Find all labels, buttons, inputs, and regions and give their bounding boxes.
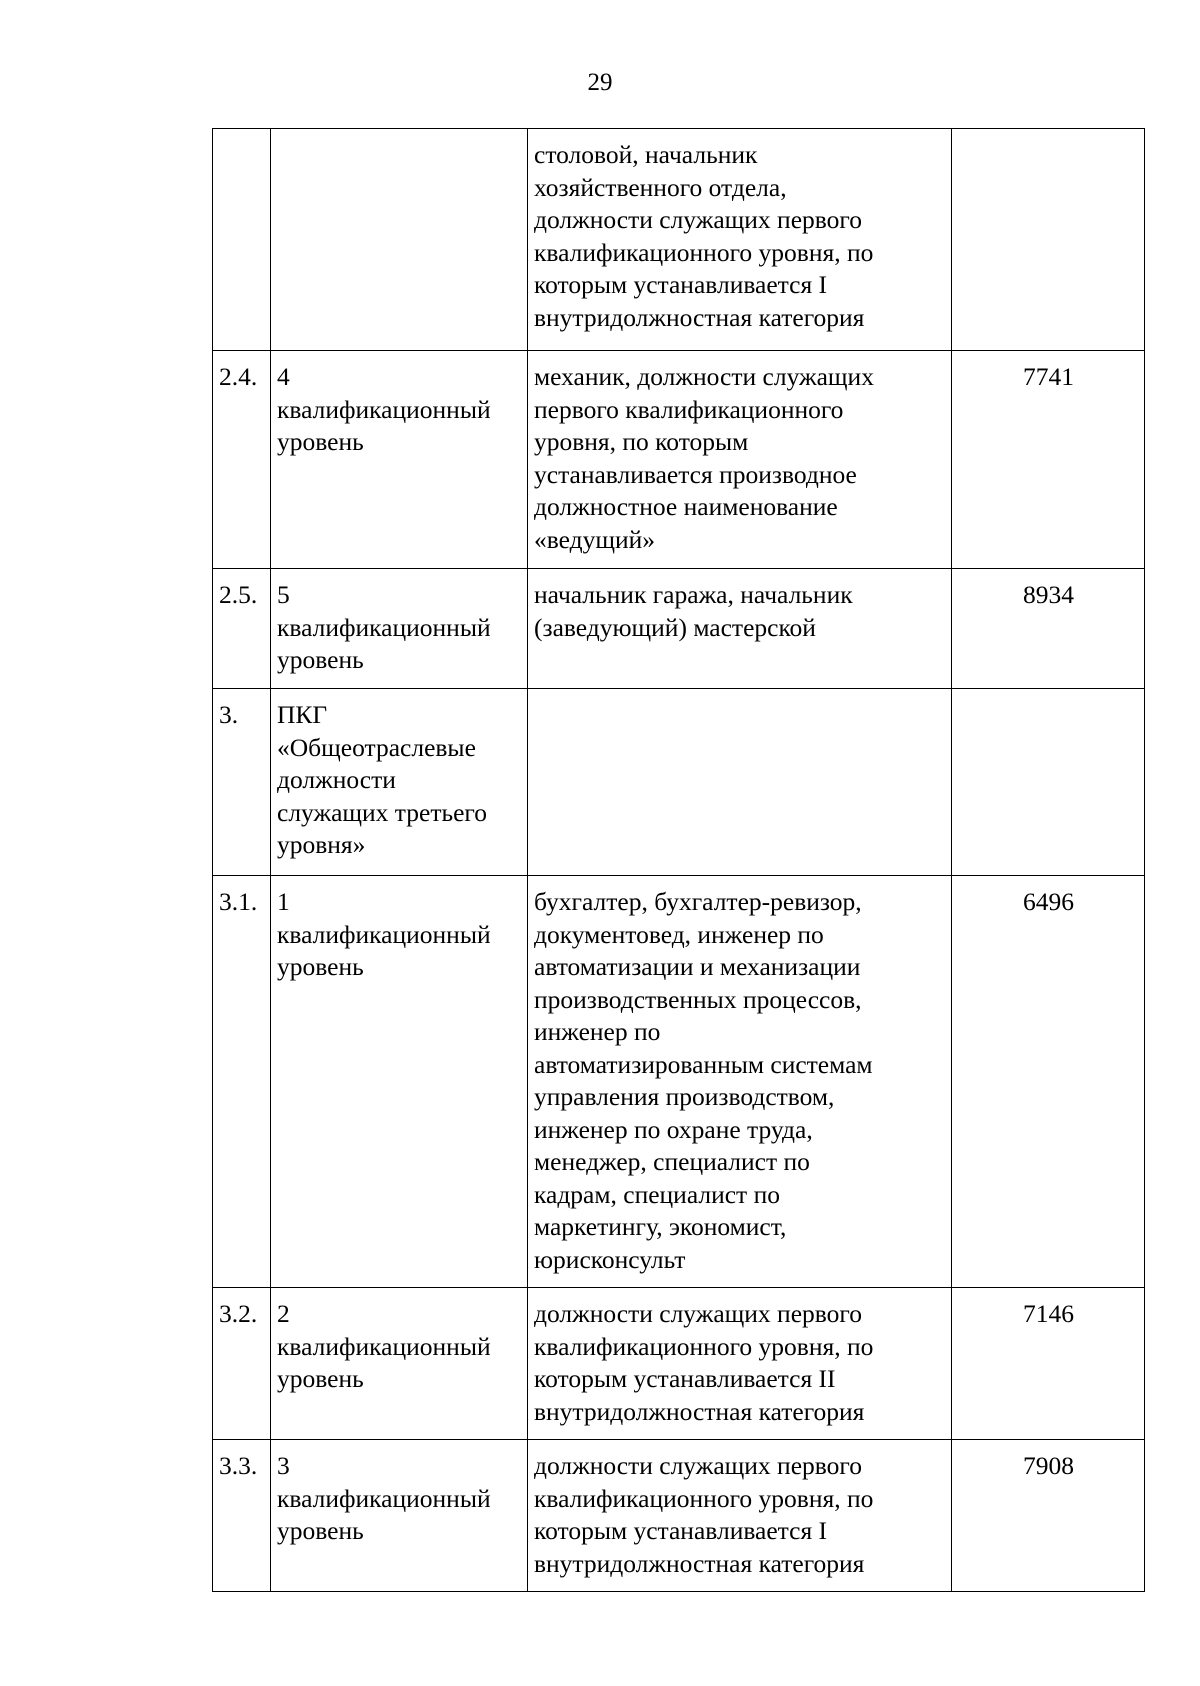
position-line: управления производством, bbox=[534, 1082, 835, 1111]
level-line: квалификационный bbox=[277, 1483, 491, 1513]
salary-cell bbox=[952, 129, 1145, 351]
salary-cell: 6496 bbox=[952, 876, 1145, 1288]
positions-cell bbox=[528, 689, 952, 876]
table-row bbox=[213, 569, 1145, 689]
level-line: 2 bbox=[277, 1299, 290, 1328]
level-line: уровень bbox=[277, 427, 364, 456]
salary-cell: 7146 bbox=[952, 1288, 1145, 1440]
position-line: которым устанавливается II bbox=[534, 1364, 836, 1393]
position-line: квалификационного уровня, по bbox=[534, 237, 874, 267]
positions-cell bbox=[528, 1288, 952, 1440]
table-row bbox=[213, 1440, 1145, 1592]
position-line: «ведущий» bbox=[534, 524, 656, 554]
row-number-cell: 2.5. bbox=[213, 569, 271, 689]
position-line: должностное наименование bbox=[534, 492, 838, 521]
positions-cell bbox=[528, 569, 952, 689]
group-line: «Общеотраслевые bbox=[277, 732, 476, 762]
group-line: уровня» bbox=[277, 830, 366, 859]
position-line: устанавливается производное bbox=[534, 459, 857, 489]
qualification-level-cell bbox=[271, 569, 528, 689]
group-line: служащих третьего bbox=[277, 797, 487, 827]
level-line: уровень bbox=[277, 1516, 364, 1545]
position-line: маркетингу, экономист, bbox=[534, 1212, 787, 1241]
row-number-cell: 2.4. bbox=[213, 351, 271, 569]
row-number-cell: 3.1. bbox=[213, 876, 271, 1288]
position-line: автоматизированным системам bbox=[534, 1049, 873, 1079]
salary-table bbox=[212, 128, 1145, 1592]
position-line: инженер по bbox=[534, 1017, 661, 1046]
qualification-level-cell bbox=[271, 1288, 528, 1440]
level-line: уровень bbox=[277, 1364, 364, 1393]
position-line: столовой, начальник bbox=[534, 140, 758, 169]
page-number: 29 bbox=[587, 69, 613, 96]
position-line: должности служащих первого bbox=[534, 205, 862, 234]
positions-cell bbox=[528, 1440, 952, 1592]
position-line: юрисконсульт bbox=[534, 1244, 686, 1274]
level-line: квалификационный bbox=[277, 1331, 491, 1361]
position-line: квалификационного уровня, по bbox=[534, 1331, 874, 1361]
positions-cell bbox=[528, 351, 952, 569]
position-line: документовед, инженер по bbox=[534, 919, 824, 949]
level-line: 1 bbox=[277, 887, 290, 916]
level-line: 3 bbox=[277, 1451, 290, 1480]
group-line: должности bbox=[277, 765, 396, 794]
position-line: которым устанавливается I bbox=[534, 1516, 828, 1545]
salary-cell: 7741 bbox=[952, 351, 1145, 569]
row-number-cell: 3. bbox=[213, 689, 271, 876]
position-line: хозяйственного отдела, bbox=[534, 172, 787, 202]
level-line: уровень bbox=[277, 645, 364, 674]
position-line: механик, должности служащих bbox=[534, 362, 874, 391]
group-line: ПКГ bbox=[277, 700, 328, 729]
salary-cell: 7908 bbox=[952, 1440, 1145, 1592]
position-line: (заведующий) мастерской bbox=[534, 612, 816, 642]
position-line: начальник гаража, начальник bbox=[534, 580, 853, 609]
level-line: квалификационный bbox=[277, 919, 491, 949]
position-line: бухгалтер, бухгалтер-ревизор, bbox=[534, 887, 862, 916]
row-number-cell: 3.3. bbox=[213, 1440, 271, 1592]
positions-cell bbox=[528, 876, 952, 1288]
qualification-group-cell bbox=[271, 689, 528, 876]
position-line: автоматизации и механизации bbox=[534, 952, 861, 981]
position-line: должности служащих первого bbox=[534, 1451, 862, 1480]
level-line: уровень bbox=[277, 952, 364, 981]
positions-cell bbox=[528, 129, 952, 351]
position-line: внутридолжностная категория bbox=[534, 1548, 865, 1578]
table-row bbox=[213, 351, 1145, 569]
table-row bbox=[213, 876, 1145, 1288]
salary-cell: 8934 bbox=[952, 569, 1145, 689]
row-number-cell: 3.2. bbox=[213, 1288, 271, 1440]
qualification-level-cell bbox=[271, 1440, 528, 1592]
position-line: квалификационного уровня, по bbox=[534, 1483, 874, 1513]
level-line: 5 bbox=[277, 580, 290, 609]
table-row bbox=[213, 1288, 1145, 1440]
table-row bbox=[213, 689, 1145, 876]
position-line: внутридолжностная категория bbox=[534, 302, 865, 332]
qualification-level-cell bbox=[271, 351, 528, 569]
position-line: первого квалификационного bbox=[534, 394, 844, 424]
position-line: которым устанавливается I bbox=[534, 270, 828, 299]
position-line: менеджер, специалист по bbox=[534, 1147, 810, 1176]
qualification-level-cell bbox=[271, 876, 528, 1288]
position-line: внутридолжностная категория bbox=[534, 1396, 865, 1426]
position-line: кадрам, специалист по bbox=[534, 1179, 780, 1209]
position-line: инженер по охране труда, bbox=[534, 1114, 813, 1144]
qualification-level-cell bbox=[271, 129, 528, 351]
row-number-cell bbox=[213, 129, 271, 351]
level-line: 4 bbox=[277, 362, 290, 391]
level-line: квалификационный bbox=[277, 612, 491, 642]
position-line: уровня, по которым bbox=[534, 427, 749, 456]
position-line: производственных процессов, bbox=[534, 984, 862, 1014]
position-line: должности служащих первого bbox=[534, 1299, 862, 1328]
table-row bbox=[213, 129, 1145, 351]
level-line: квалификационный bbox=[277, 394, 491, 424]
salary-cell bbox=[952, 689, 1145, 876]
